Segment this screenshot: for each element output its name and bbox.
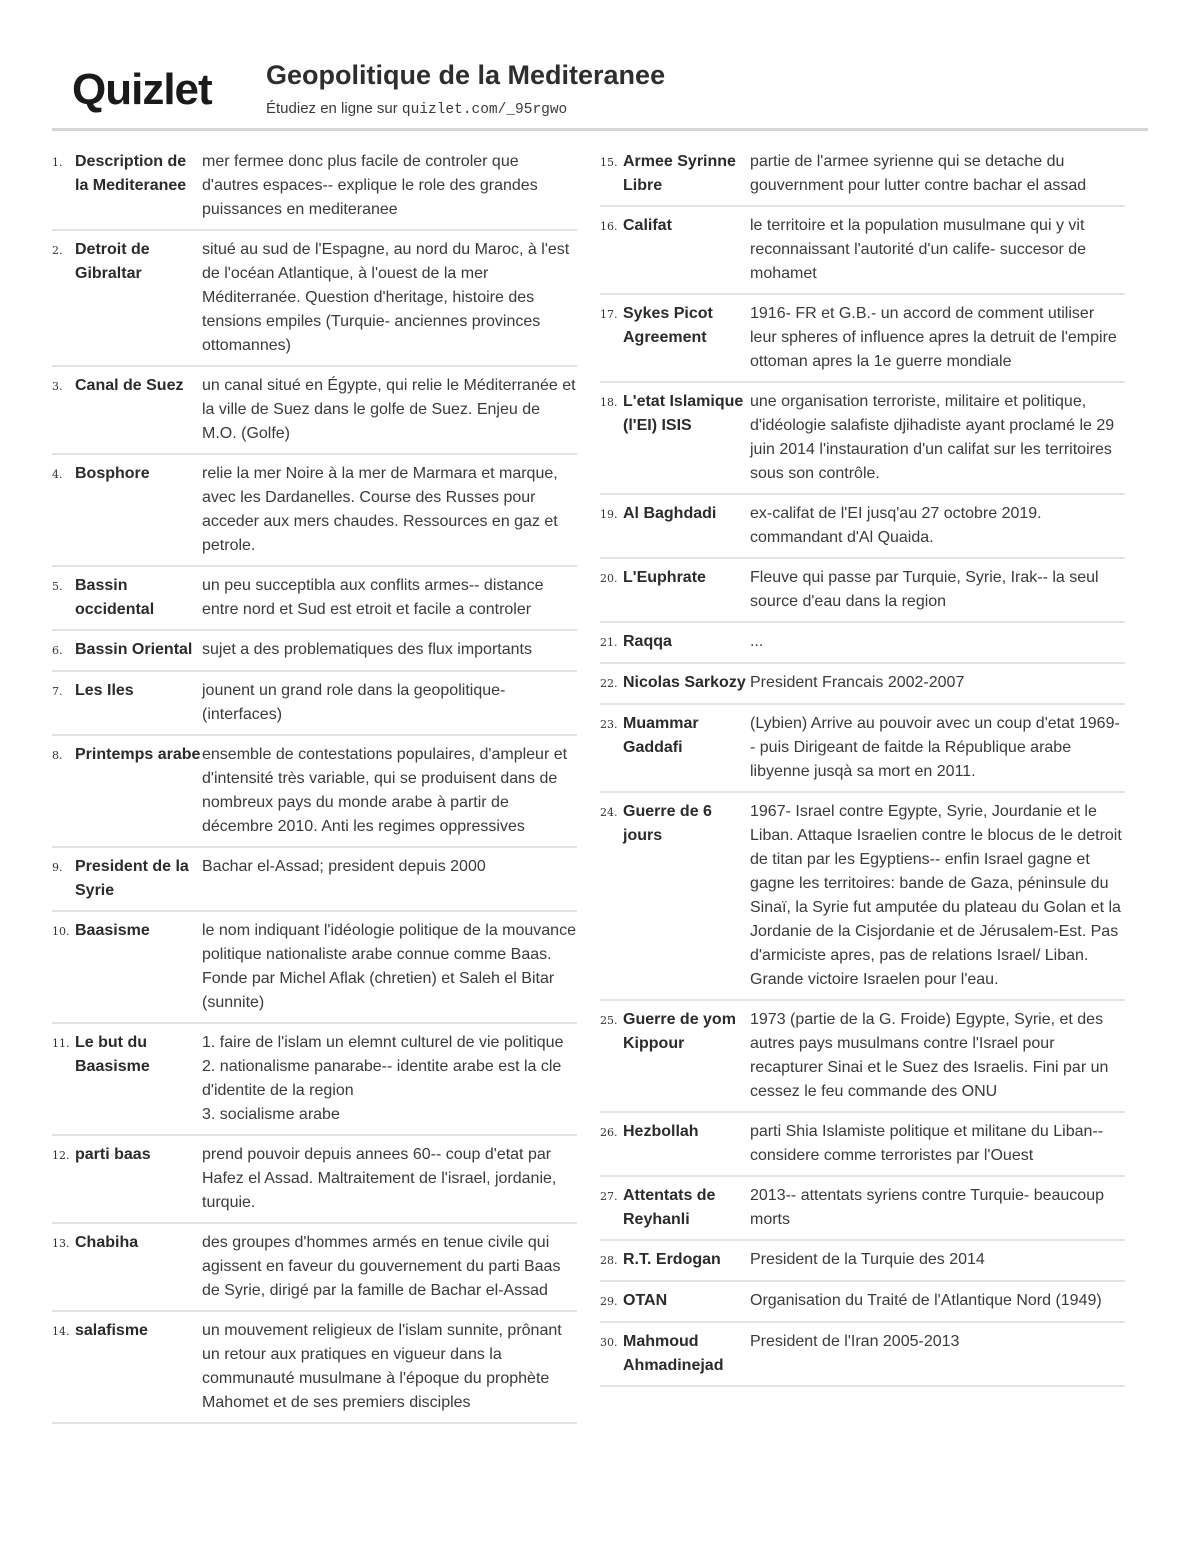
card-number: 11. bbox=[52, 1037, 70, 1050]
card-term: Chabiha bbox=[75, 1234, 139, 1251]
card-term: Le but du Baasisme bbox=[75, 1034, 150, 1075]
card-term: Description de la Mediteranee bbox=[75, 153, 187, 194]
card-term: Guerre de 6 jours bbox=[623, 803, 712, 844]
card-term: salafisme bbox=[75, 1322, 148, 1339]
card-number: 27. bbox=[600, 1190, 618, 1203]
card-definition: des groupes d'hommes armés en tenue civile qui agissent en faveur du gouvernement du parti Baas de Syrie, dirigé par la famille de Bachar el-Assad bbox=[202, 1234, 561, 1299]
flashcard-row bbox=[600, 390, 1125, 495]
flashcard-row bbox=[52, 574, 577, 631]
card-term: parti baas bbox=[75, 1146, 151, 1163]
flashcard-row bbox=[600, 1184, 1125, 1241]
flashcard-row bbox=[600, 214, 1125, 295]
flashcard-row bbox=[52, 919, 577, 1024]
header-divider bbox=[52, 128, 1148, 131]
card-definition: une organisation terroriste, militaire et politique, d'idéologie salafiste djihadiste ayant proclamé le 29 juin 2014 l'instauration d'un califat sur les territoires sous son contrôle. bbox=[750, 393, 1115, 482]
card-number: 24. bbox=[600, 806, 618, 819]
card-number: 13. bbox=[52, 1237, 70, 1250]
card-definition: 2013-- attentats syriens contre Turquie- beaucoup morts bbox=[750, 1187, 1104, 1228]
card-definition: situé au sud de l'Espagne, au nord du Maroc, à l'est de l'océan Atlantique, à l'ouest de la mer Méditerranée. Question d'heritage, histoire des tensions empiles (Turquie- anciennes provinces ottomannes) bbox=[202, 241, 570, 354]
card-definition: le nom indiquant l'idéologie politique de la mouvance politique nationaliste arabe connue comme Baas. Fonde par Michel Aflak (chretien) et Saleh el Bitar (sunnite) bbox=[202, 922, 576, 1011]
card-number: 30. bbox=[600, 1336, 618, 1349]
card-definition: ex-califat de l'EI jusq'au 27 octobre 2019. commandant d'Al Quaida. bbox=[750, 505, 1042, 546]
card-term: Armee Syrinne Libre bbox=[623, 153, 736, 194]
card-definition: Fleuve qui passe par Turquie, Syrie, Irak-- la seul source d'eau dans la region bbox=[750, 569, 1099, 610]
card-term: President de la Syrie bbox=[75, 858, 189, 899]
flashcard-row bbox=[52, 150, 577, 231]
card-definition: ensemble de contestations populaires, d'ampleur et d'intensité très variable, qui se produisent dans de nombreux pays du monde arabe à partir de décembre 2010. Anti les regimes oppressives bbox=[202, 746, 568, 835]
card-term: Attentats de Reyhanli bbox=[623, 1187, 716, 1228]
card-term: Muammar Gaddafi bbox=[623, 715, 699, 756]
card-number: 22. bbox=[600, 677, 618, 690]
flashcard-row bbox=[600, 1008, 1125, 1113]
card-number: 25. bbox=[600, 1014, 618, 1027]
card-definition: 1967- Israel contre Egypte, Syrie, Jourdanie et le Liban. Attaque Israelien contre le blocus de le detroit de titan par les Egyptiens-- enfin Israel gagne et gagne les territoires: bande de Gaza, péninsule du Sinaï, la Syrie fut amputée du plateau du Golan et la Jordanie de la Cisjordanie et de Jérusalem-Est. Pas d'armiciste apres, pas de relations Israel/ Liban. Grande victoire Israelen pour l'eau. bbox=[750, 803, 1122, 988]
flashcard-row bbox=[600, 1289, 1125, 1323]
card-number: 29. bbox=[600, 1295, 618, 1308]
flashcard-row bbox=[600, 150, 1125, 207]
card-definition: partie de l'armee syrienne qui se detache du gouvernment pour lutter contre bachar el assad bbox=[750, 153, 1087, 194]
card-term: Canal de Suez bbox=[75, 377, 184, 394]
card-definition: Organisation du Traité de l'Atlantique Nord (1949) bbox=[750, 1292, 1102, 1309]
card-number: 7. bbox=[52, 685, 63, 698]
flashcard-row bbox=[600, 712, 1125, 793]
card-definition: 1973 (partie de la G. Froide) Egypte, Syrie, et des autres pays musulmans contre l'Israel pour recapturer Sinai et le Suez des Israelis. Fini par un cessez le feu commande des ONU bbox=[750, 1011, 1109, 1100]
card-number: 17. bbox=[600, 308, 618, 321]
flashcard-row bbox=[600, 502, 1125, 559]
flashcard-row bbox=[52, 743, 577, 848]
card-term: Hezbollah bbox=[623, 1123, 699, 1140]
card-definition: un canal situé en Égypte, qui relie le Méditerranée et la ville de Suez dans le golfe de Suez. Enjeu de M.O. (Golfe) bbox=[202, 377, 576, 442]
subtitle-prefix: Étudiez en ligne sur bbox=[266, 100, 402, 117]
flashcard-row bbox=[600, 1248, 1125, 1282]
card-term: Sykes Picot Agreement bbox=[623, 305, 713, 346]
flashcard-row bbox=[52, 1031, 577, 1136]
flashcard-row bbox=[600, 566, 1125, 623]
flashcard-row bbox=[52, 1319, 577, 1424]
flashcard-row bbox=[600, 630, 1125, 664]
card-definition: jounent un grand role dans la geopolitique- (interfaces) bbox=[202, 682, 506, 723]
card-number: 6. bbox=[52, 644, 63, 657]
card-number: 12. bbox=[52, 1149, 70, 1162]
card-number: 3. bbox=[52, 380, 63, 393]
card-term: R.T. Erdogan bbox=[623, 1251, 721, 1268]
card-term: Califat bbox=[623, 217, 672, 234]
card-definition: un peu succeptibla aux conflits armes-- distance entre nord et Sud est etroit et facile a controler bbox=[202, 577, 544, 618]
card-definition: Bachar el-Assad; president depuis 2000 bbox=[202, 858, 486, 875]
quizlet-logo: Quizlet bbox=[72, 65, 212, 114]
card-number: 26. bbox=[600, 1126, 618, 1139]
subtitle-url[interactable]: quizlet.com/_95rgwo bbox=[401, 102, 568, 118]
card-definition: prend pouvoir depuis annees 60-- coup d'etat par Hafez el Assad. Maltraitement de l'israel, jordanie, turquie. bbox=[202, 1146, 557, 1211]
left-column bbox=[52, 150, 577, 1431]
flashcard-row bbox=[600, 800, 1125, 1001]
page-header bbox=[52, 58, 1148, 130]
card-definition: le territoire et la population musulmane qui y vit reconnaissant l'autorité d'un calife- succesor de mohamet bbox=[750, 217, 1087, 282]
card-definition: sujet a des problematiques des flux importants bbox=[202, 641, 532, 658]
card-definition: mer fermee donc plus facile de controler que d'autres espaces-- explique le role des grandes puissances en mediteranee bbox=[202, 153, 538, 218]
card-term: Baasisme bbox=[75, 922, 150, 939]
card-number: 5. bbox=[52, 580, 63, 593]
card-term: Bosphore bbox=[75, 465, 150, 482]
card-term: Les Iles bbox=[75, 682, 134, 699]
card-term: Printemps arabe bbox=[75, 746, 201, 763]
card-term: Bassin Oriental bbox=[75, 641, 193, 658]
card-term: Guerre de yom Kippour bbox=[623, 1011, 736, 1052]
page-subtitle bbox=[266, 100, 567, 118]
card-term: Detroit de Gibraltar bbox=[75, 241, 150, 282]
flashcard-row bbox=[600, 302, 1125, 383]
flashcard-row bbox=[52, 1231, 577, 1312]
flashcard-row bbox=[52, 238, 577, 367]
card-definition: relie la mer Noire à la mer de Marmara et marque, avec les Dardanelles. Course des Russes pour acceder aux mers chaudes. Ressources en gaz et petrole. bbox=[202, 465, 558, 554]
card-definition: President Francais 2002-2007 bbox=[750, 674, 965, 691]
card-number: 4. bbox=[52, 468, 63, 481]
flashcard-row bbox=[52, 1143, 577, 1224]
card-number: 19. bbox=[600, 508, 618, 521]
card-number: 1. bbox=[52, 156, 63, 169]
card-number: 9. bbox=[52, 861, 63, 874]
flashcard-row bbox=[52, 679, 577, 736]
card-term: Bassin occidental bbox=[75, 577, 155, 618]
flashcard-row bbox=[52, 374, 577, 455]
card-definition: un mouvement religieux de l'islam sunnite, prônant un retour aux pratiques en vigueur dans la communauté musulmane à l'époque du prophète Mahomet et de ses premiers disciples bbox=[202, 1322, 562, 1411]
card-term: L'etat Islamique (l'EI) ISIS bbox=[623, 393, 744, 434]
flashcard-row bbox=[52, 462, 577, 567]
card-term: OTAN bbox=[623, 1292, 668, 1309]
flashcard-row bbox=[600, 1330, 1125, 1387]
flashcard-row bbox=[600, 671, 1125, 705]
card-definition: President de l'Iran 2005-2013 bbox=[750, 1333, 960, 1350]
card-number: 15. bbox=[600, 156, 618, 169]
card-number: 23. bbox=[600, 718, 618, 731]
card-number: 28. bbox=[600, 1254, 618, 1267]
card-definition: (Lybien) Arrive au pouvoir avec un coup d'etat 1969-- puis Dirigeant de faitde la République arabe libyenne jusqà sa mort en 2011. bbox=[750, 715, 1120, 780]
card-number: 14. bbox=[52, 1325, 70, 1338]
card-number: 20. bbox=[600, 572, 618, 585]
card-term: L'Euphrate bbox=[623, 569, 706, 586]
flashcard-row bbox=[52, 855, 577, 912]
card-term: Al Baghdadi bbox=[623, 505, 717, 522]
right-column bbox=[600, 150, 1125, 1394]
card-definition: parti Shia Islamiste politique et militane du Liban-- considere comme terroristes par l'Ouest bbox=[750, 1123, 1104, 1164]
card-definition: President de la Turquie des 2014 bbox=[750, 1251, 985, 1268]
card-number: 10. bbox=[52, 925, 70, 938]
card-definition: 1. faire de l'islam un elemnt culturel de vie politique 2. nationalisme panarabe-- identite arabe est la cle d'identite de la region 3. socialisme arabe bbox=[202, 1034, 564, 1123]
flashcard-row bbox=[52, 638, 577, 672]
card-number: 21. bbox=[600, 636, 618, 649]
card-term: Raqqa bbox=[623, 633, 672, 650]
card-number: 18. bbox=[600, 396, 618, 409]
card-term: Nicolas Sarkozy bbox=[623, 674, 746, 691]
card-definition: 1916- FR et G.B.- un accord de comment utiliser leur spheres of influence apres la detruit de l'empire ottoman apres la 1e guerre mondiale bbox=[750, 305, 1117, 370]
page-title: Geopolitique de la Mediteranee bbox=[266, 60, 666, 90]
card-number: 8. bbox=[52, 749, 63, 762]
card-term: Mahmoud Ahmadinejad bbox=[623, 1333, 724, 1374]
card-definition: ... bbox=[750, 633, 764, 650]
flashcard-row bbox=[600, 1120, 1125, 1177]
card-number: 16. bbox=[600, 220, 618, 233]
card-number: 2. bbox=[52, 244, 63, 257]
